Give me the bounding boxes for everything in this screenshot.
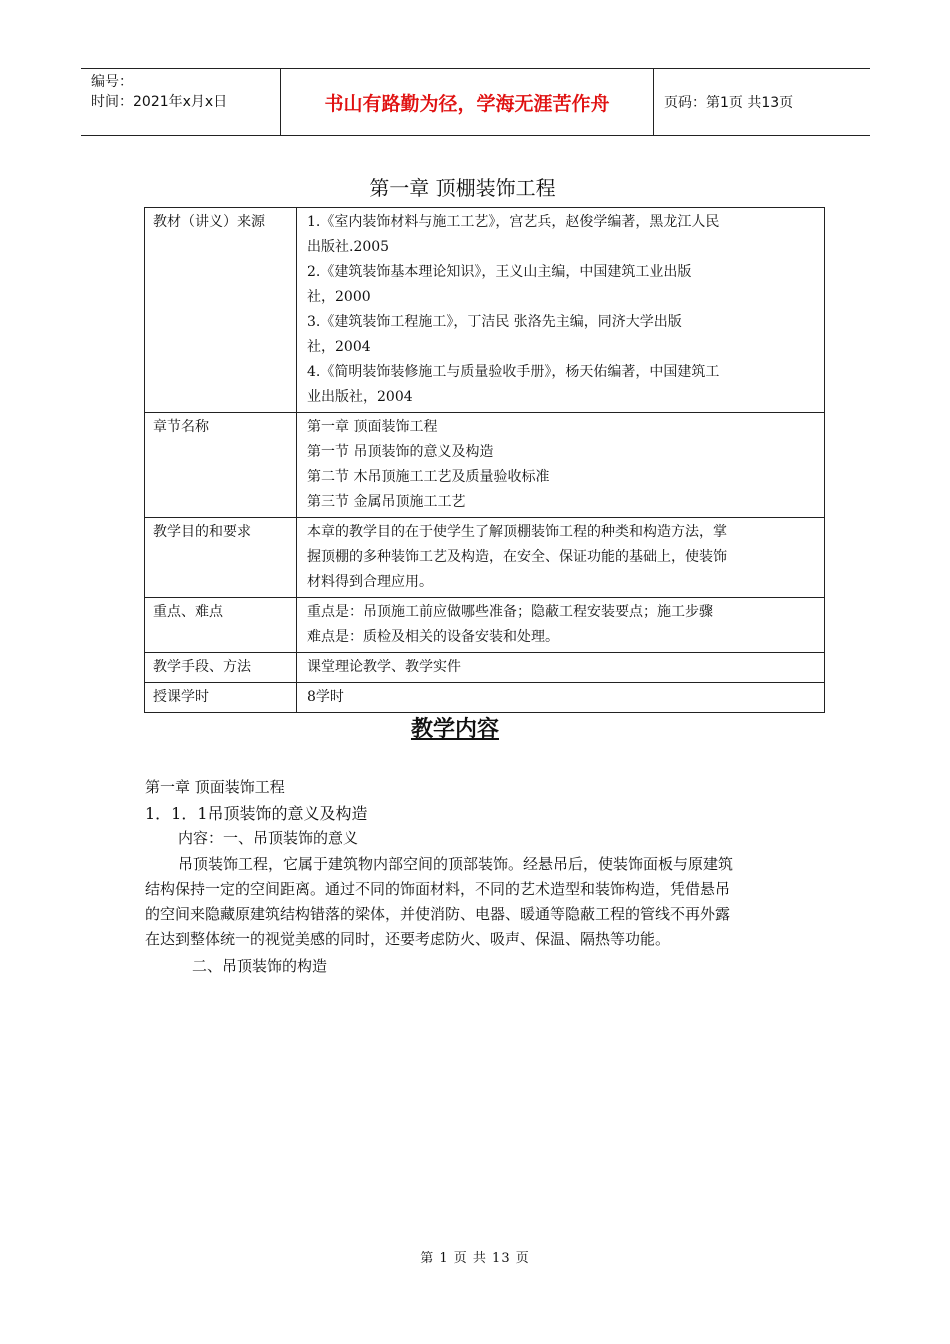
info-value-line: 第一章 顶面装饰工程	[307, 419, 438, 435]
content-paragraph	[145, 852, 815, 952]
info-value-line: 握顶棚的多种装饰工艺及构造，在安全、保证功能的基础上，使装饰	[307, 549, 727, 565]
page-footer: 第 1 页 共 13 页	[420, 1251, 530, 1266]
info-table-row	[145, 683, 825, 713]
info-table	[144, 207, 825, 713]
second-heading: 二、吊顶装饰的构造	[192, 957, 328, 975]
info-value-line: 2.《建筑装饰基本理论知识》，王义山主编，中国建筑工业出版	[307, 264, 692, 280]
paragraph-line: 在达到整体统一的视觉美感的同时，还要考虑防火、吸声、保温、隔热等功能。	[145, 930, 671, 948]
content-chapter: 第一章 顶面装饰工程	[145, 778, 285, 796]
header-page-info: 页码：第1页 共13页	[664, 95, 794, 111]
info-value	[297, 208, 825, 413]
section-title: 教学内容	[410, 717, 499, 742]
info-value-line: 课堂理论教学、教学实件	[307, 659, 461, 675]
content-subsection: 1．1．1吊顶装饰的意义及构造	[145, 804, 368, 823]
page-header	[81, 68, 870, 136]
chapter-title: 第一章 顶棚装饰工程	[369, 176, 556, 200]
info-key: 章节名称	[145, 413, 297, 518]
paragraph-line: 结构保持一定的空间距离。通过不同的饰面材料，不同的艺术造型和装饰构造，凭借悬吊	[145, 880, 731, 898]
info-value-line: 业出版社，2004	[307, 389, 413, 405]
info-value	[297, 683, 825, 713]
info-table-row	[145, 518, 825, 598]
number-label: 编号：	[91, 74, 133, 90]
info-value-line: 社，2004	[307, 339, 371, 355]
info-value-line: 1.《室内装饰材料与施工工艺》，宫艺兵，赵俊学编著，黑龙江人民	[307, 214, 720, 230]
info-value	[297, 413, 825, 518]
info-key: 教材（讲义）来源	[145, 208, 297, 413]
info-table-row	[145, 413, 825, 518]
info-value-line: 出版社.2005	[307, 239, 390, 255]
header-meta	[81, 69, 281, 135]
info-table-row	[145, 598, 825, 653]
info-key: 授课学时	[145, 683, 297, 713]
info-value-line: 材料得到合理应用。	[307, 574, 433, 590]
info-value-line: 3.《建筑装饰工程施工》，丁洁民 张洛先主编，同济大学出版	[307, 314, 682, 330]
paragraph-line: 吊顶装饰工程，它属于建筑物内部空间的顶部装饰。经悬吊后，使装饰面板与原建筑	[178, 855, 734, 873]
content-label: 内容：一、吊顶装饰的意义	[178, 829, 359, 847]
info-table-row	[145, 653, 825, 683]
paragraph-line: 的空间来隐藏原建筑结构错落的梁体，并使消防、电器、暖通等隐蔽工程的管线不再外露	[145, 905, 731, 923]
info-value-line: 社，2000	[307, 289, 371, 305]
info-value-line: 第一节 吊顶装饰的意义及构造	[307, 444, 494, 460]
info-value-line: 本章的教学目的在于使学生了解顶棚装饰工程的种类和构造方法，掌	[307, 524, 727, 540]
info-key: 重点、难点	[145, 598, 297, 653]
info-key: 教学手段、方法	[145, 653, 297, 683]
info-value-line: 8学时	[307, 689, 344, 705]
time-label: 时间：2021年x月x日	[91, 94, 228, 110]
info-value-line: 4.《简明装饰装修施工与质量验收手册》，杨天佑编著，中国建筑工	[307, 364, 720, 380]
info-value-line: 第二节 木吊顶施工工艺及质量验收标准	[307, 469, 550, 485]
info-value-line: 难点是：质检及相关的设备安装和处理。	[307, 629, 559, 645]
info-value	[297, 653, 825, 683]
info-value	[297, 598, 825, 653]
info-key: 教学目的和要求	[145, 518, 297, 598]
info-value	[297, 518, 825, 598]
info-value-line: 重点是：吊顶施工前应做哪些准备；隐蔽工程安装要点；施工步骤	[307, 604, 713, 620]
info-value-line: 第三节 金属吊顶施工工艺	[307, 494, 466, 510]
header-motto: 书山有路勤为径，学海无涯苦作舟	[281, 69, 654, 135]
info-table-row	[145, 208, 825, 413]
